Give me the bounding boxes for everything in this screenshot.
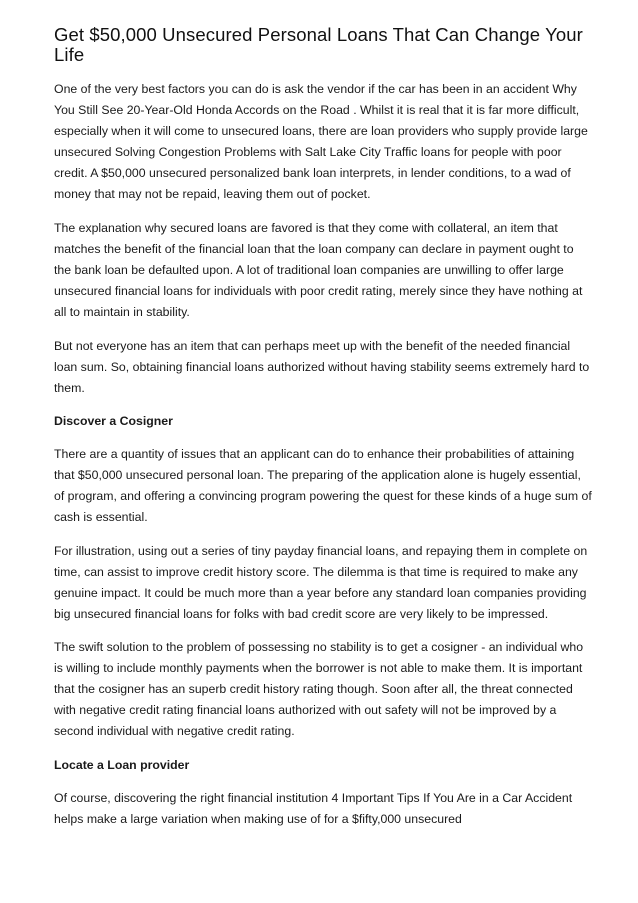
salt-lake-traffic-link[interactable]: Solving Congestion Problems with Salt Lake City Traffic <box>114 145 418 159</box>
document-title: Get $50,000 Unsecured Personal Loans That Can Change Your Life <box>54 24 583 65</box>
paragraph-7-text-b: helps make a large variation when making use of for a $fifty,000 unsecured <box>54 811 462 826</box>
paragraph-1-text-c: loans for people with poor credit. A $50,000 unsecured personalized bank loan interprets, in lender conditions, to a wad of money that may not be repaid, leaving them out of pocket. <box>54 145 571 201</box>
car-accident-tips-link[interactable]: 4 Important Tips If You Are in a Car Accident <box>331 790 573 805</box>
honda-accords-link[interactable]: Why You Still See 20-Year-Old Honda Accords on the Road <box>54 82 577 117</box>
paragraph-1-text-b: . Whilst it is real that it is far more difficult, especially when it will come to unsecured loans, there are loan providers who supply provide large unsecured <box>54 103 588 159</box>
paragraph-7 <box>54 788 594 830</box>
paragraph-4: There are a quantity of issues that an applicant can do to enhance their probabilities of attaining that $50,000 unsecured personal loan. The preparing of the application alone is hugely essential, of program, and offering a convincing program powering the quest for these kinds of a huge sum of cash is essential. <box>54 446 592 524</box>
section-heading-loan-provider: Locate a Loan provider <box>54 758 190 773</box>
section-heading-cosigner: Discover a Cosigner <box>54 414 173 429</box>
paragraph-5: For illustration, using out a series of tiny payday financial loans, and repaying them in complete on time, can assist to improve credit history score. The dilemma is that time is required to make any genuine impact. It could be much more than a year before any standard loan companies providing big unsecured financial loans for folks with bad credit score are very likely to be impressed. <box>54 543 588 621</box>
paragraph-6: The swift solution to the problem of possessing no stability is to get a cosigner - an individual who is willing to include monthly payments when the borrower is not able to make them. It is important that the cosigner has an superb credit history rating though. Soon after all, the threat connected with negative credit rating financial loans authorized with out safety will not be improved by a second individual with negative credit rating. <box>54 640 584 739</box>
paragraph-1-text-a: One of the very best factors you can do is ask the vendor if the car has been in an accident <box>54 82 553 96</box>
paragraph-3: But not everyone has an item that can perhaps meet up with the benefit of the needed financial loan sum. So, obtaining financial loans authorized without having stability seems extremely hard to them. <box>54 338 590 395</box>
paragraph-2: The explanation why secured loans are favored is that they come with collateral, an item that matches the benefit of the financial loan that the loan company can declare in payment ought to the bank loan be defaulted upon. A lot of traditional loan companies are unwilling to offer large unsecured financial loans for individuals with poor credit rating, merely since they have nothing at all to maintain in stability. <box>54 220 583 319</box>
paragraph-1 <box>54 79 594 205</box>
paragraph-7-text-a: Of course, discovering the right financial institution <box>54 790 332 805</box>
